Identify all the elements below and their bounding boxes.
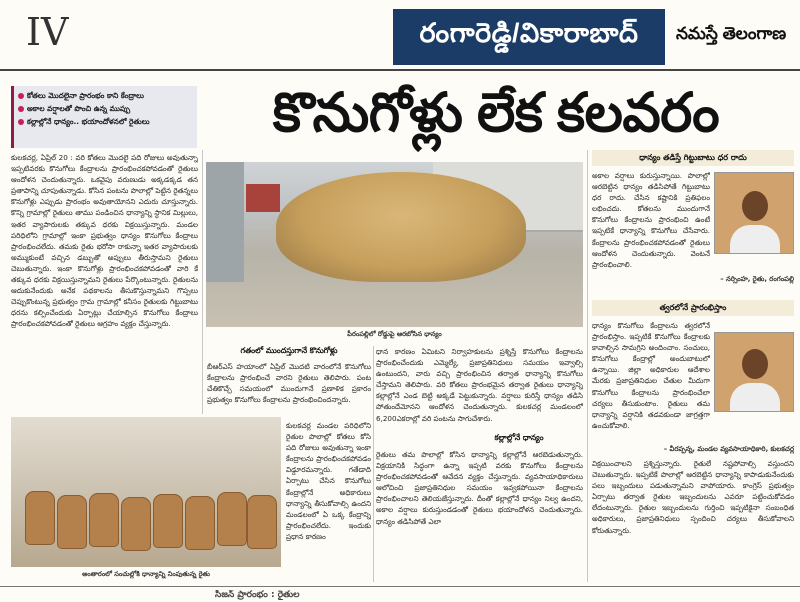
grain-bag (217, 492, 247, 546)
article-column-main: కులకచర్ల, ఏప్రిల్ 20 : వరి కోతలు మొదలై పది రోజులు అవుతున్నా ఇప్పటివరకు కొనుగోలు కేంద్రాలను ప్రారంభించకపోవడంతో రైతులు ఆందోళన చెందుతున్నారు. ఒకవైపు వరుణుడు అక్కడక్కడ తన ప్రతాపాన్ని చూపుతున్నాడు. కోసిన పంటను పొలాల్లో పెట్టిన రైతన్నలు కొనుగోళ్లు ఎప్పుడు ప్రారంభం అవుతాయోనని ఎదురు చూస్తున్నారు. కొన్ని గ్రామాల్లో రైతులు తాము పండించిన ధాన్యాన్ని స్థానిక మిల్లులు, ఇతర వ్యాపారులకు తక్కువ ధరకు విక్రయిస్తున్నారు. మండల పరిధిలోని గ్రామాల్లో ఇంకా ప్రభుత్వం ధాన్యం కొనుగోలు కేంద్రాలు ప్రారంభించలేదు. తమకు రైతు భరోసా రాకున్నా ఇతర వ్యాపారులకు అమ్ముకుంటే వచ్చిన డబ్బుతో అప్పులు తీరుస్తామని రైతులు చెబుతున్నారు. ఇంకా కొనుగోళ్లు ప్రారంభించకపోవడంతో వారి కే తక్కువ ధరకు విక్రయిస్తున్నామని రైతులు పేర్కొంటున్నారు. రైతులను ఆదుకునేందుకు అనేక పథకాలను తీసుకొస్తున్నామని గొప్పలు చెప్పుకొంటున్న ప్రభుత్వం గ్రామ గ్రామాల్లో కనీసం రైతులకు గిట్టుబాటు ధరను కల్పించేందుకు ఏర్పాట్లు చేయాల్సిన కొనుగోలు కేంద్రాలు ప్రారంభించకపోవడంతో రైతులు ఆగ్రహం వ్యక్తం చేస్తున్నారు. (11, 153, 198, 329)
grain-bag (121, 497, 151, 551)
sub-heading-right: కల్లాల్లోనే ధాన్యం (494, 433, 544, 442)
headline: కొనుగోళ్లు లేక కలవరం (272, 83, 720, 143)
photo-stairs (246, 184, 280, 212)
grain-bag (89, 493, 119, 547)
quote2-portrait (714, 332, 794, 412)
next-article-strip: సీజన్ ప్రారంభం : రైతుల (215, 590, 300, 600)
paper-name: నమస్తే తెలంగాణ (676, 24, 787, 43)
sub-heading-mid: గతంలో ముందస్తుగానే కొనుగోళ్లు (240, 346, 338, 355)
portrait-head (742, 191, 768, 221)
article-column-far-bottom: విక్రయించాలని ప్రశ్నిస్తున్నారు. రైతులే నష్టపోవాల్సి వస్తుందని చెబుతున్నారు. ఇప్పటికే పొలాల్లో ఆరబెట్టిన ధాన్యాన్ని కాపాడుకునేందుకు పలు ఇబ్బందులు పడుతున్నామని వాపోయారు. కాంగ్రెస్ ప్రభుత్వం ఏర్పాటు తర్వాత రైతుల ఇబ్బందులను ఎవరూ పట్టించుకోవడం లేదంటున్నారు. రైతుల ఇబ్బందులను గుర్తించి ఇప్పటికైనా సంబంధిత అధికారులు, ప్రజాప్రతినిధులు స్పందించి చర్యలు తీసుకోవాలని కోరుతున్నారు. (592, 459, 794, 535)
article-column-mid-narrow: కులకచర్ల మండల పరిధిలోని రైతుల పొలాల్లో కోతలు కోసి పది రోజులు అవుతున్నా ఇంకా కేంద్రాలను ప్రారంభించకపోవడం విడ్డూరమన్నారు. గతేడాది ఏర్పాటు చేసిన కొనుగోలు కేంద్రాల్లోనే అధికారులు ధాన్యాన్ని తీసుకోవాల్సి ఉందని మండలంలో ఏ ఒక్క కేంద్రాన్ని ప్రారంభించలేదు. ఇందుకు ప్రధాన కారణం (286, 421, 371, 541)
photo-wall (206, 162, 244, 282)
grain-bag (185, 496, 215, 550)
highlight-item: కోతలు మొదలైనా ప్రారంభం కాని కేంద్రాలు (18, 89, 193, 102)
quote1-body: అకాల వర్షాలు కురుస్తున్నాయి. పొలాల్లో ఆరబెట్టిన ధాన్యం తడిసిపోతే గిట్టుబాటు ధర రాదు. చేసిన కష్టానికి ప్రతిఫలం లభించదు. కోతలను ముందుగానే కొనుగోలు కేంద్రాలను ప్రారంభించి ఉంటే ఇప్పటికే ధాన్యాన్ని కొనుగోలు చేసేవారు. కేంద్రాలను ప్రారంభించకపోవడంతో రైతులు ఆందోళన చెందుతున్నారు. వెంటనే ప్రారంభించాలి. (592, 171, 710, 269)
bottom-rule (0, 586, 800, 587)
photo-grain-heap (276, 172, 526, 282)
grain-bag (57, 495, 87, 549)
bullet-icon (18, 119, 24, 125)
article-column-right-top: ధాన కారణం ఏమిటని నిర్వాహకులను ప్రశ్నిస్తే కొనుగోలు కేంద్రాలను ప్రారంభించేందుకు ఎమ్మెల్యే, ప్రజాప్రతినిధులు సమయం ఇవ్వాల్సి ఉంటుందని, వారు వచ్చి ప్రారంభించిన తర్వాత ధాన్యాన్ని కొనుగోలు చేస్తామని తెలిపారు. వరి కోతలు ప్రారంభమైన తర్వాత రైతులు ధాన్యాన్ని కల్లాల్లోనే ఎండ బెట్టి అక్కడే పెట్టుకున్నారు. వర్షాలు కురిస్తే ధాన్యం తడిసి పోతుందేమోనని ఆందోళన చెందుతున్నారు. కులకచర్ల మండలంలో 6,200ఎకరాల్లో వరి పంటను సాగుచేశారు. (376, 347, 583, 423)
quote2-body: ధాన్యం కొనుగోలు కేంద్రాలను త్వరలోనే ప్రారంభిస్తాం. ఇప్పటికే కొనుగోలు కేంద్రాలకు కావాల్సిన సామగ్రిని అందించాం. సంచులు, కొనుగోలు కేంద్రాల్లో అందుబాటులో ఉన్నాయి. జిల్లా అధికారుల ఆదేశాల మేరకు ప్రజాప్రతినిధుల చేతుల మీదుగా కొనుగోలు కేంద్రాలను ప్రారంభించేలా చర్యలు తీసుకుంటాం. రైతులు తమ ధాన్యాన్ని వర్షానికి తడవకుండా జాగ్రత్తగా ఉంచుకోవాలి. (592, 321, 710, 430)
quote1-heading: ధాన్యం తడిస్తే గిట్టుబాటు ధర రాదు (592, 150, 794, 166)
header-rule (0, 69, 800, 71)
article-column-mid-full: బీఆర్ఎస్ హయాంలో ఏప్రిల్ మొదటి వారంలోనే కొనుగోలు కేంద్రాలను ప్రారంభించే వారని రైతులు తెలిపారు. పంట చేతికొచ్చే సమయంలో ముందుగానే ప్రణాళిక ప్రకారం ప్రభుత్వం కొనుగోలు కేంద్రాలను ప్రారంభించిందన్నారు. (207, 362, 371, 405)
bullet-icon (18, 106, 24, 112)
column-rule (373, 346, 374, 582)
portrait-body (730, 383, 780, 412)
quote2-sign: – వీరప్పన్న, మండల వ్యవసాయాధికారి, కులకచర్ల (663, 445, 794, 453)
highlights-box (11, 86, 197, 148)
grain-bag (25, 491, 55, 545)
quote1-portrait (714, 172, 794, 254)
highlight-item: అకాల వర్షాలతో పొంచి ఉన్న ముప్పు (18, 102, 193, 115)
quote1-sign: – నర్సింహ, రైతు, రంగంపల్లి (720, 275, 794, 283)
grain-bag (153, 494, 183, 548)
page-number: IV (26, 10, 69, 54)
portrait-head (742, 349, 768, 379)
column-rule (202, 150, 203, 414)
column-rule (587, 150, 588, 582)
article-column-right-bottom: రైతులు తమ పొలాల్లో కోసిన ధాన్యాన్ని కల్లాల్లోనే ఆరబెడుతున్నారు. విక్రయానికి సిద్ధంగా ఉన్నా ఇప్పటి వరకు కొనుగోలు కేంద్రాలను ప్రారంభించకపోవడంతో ఆవేదన వ్యక్తం చేస్తున్నారు. వ్యవసాయాధికారులు ఆలోచించి ప్రజాప్రతినిధుల సమయం ఇవ్వకపోయినా కేంద్రాలను ప్రారంభించాలని తెలియజేస్తున్నారు. దీంతో కల్లాల్లోనే ధాన్యం నిల్వ ఉందని, అకాల వర్షాలు కురుస్తుండడంతో రైతులు భయాందోళన చెందుతున్నారు. ధాన్యం తడిసిపోతే ఎలా (376, 450, 583, 526)
bullet-icon (18, 93, 24, 99)
bottom-photo-caption: అంతారంలో సంచుల్లోకి ధాన్యాన్ని నింపుతున్న రైతు (82, 570, 210, 578)
quote2-heading: త్వరలోనే ప్రారంభిస్తాం (592, 300, 794, 316)
portrait-body (730, 225, 780, 254)
top-photo-caption: పీరంపల్లిలో రోడ్డుపై ఆరబోసిన ధాన్యం (347, 330, 442, 338)
top-photo (206, 162, 583, 327)
highlight-item: కల్లాల్లోనే ధాన్యం.. భయాందోళనలో రైతులు (18, 115, 193, 128)
bottom-photo (11, 417, 281, 567)
district-banner: రంగారెడ్డి/వికారాబాద్ (393, 9, 665, 65)
grain-bag (247, 495, 277, 549)
